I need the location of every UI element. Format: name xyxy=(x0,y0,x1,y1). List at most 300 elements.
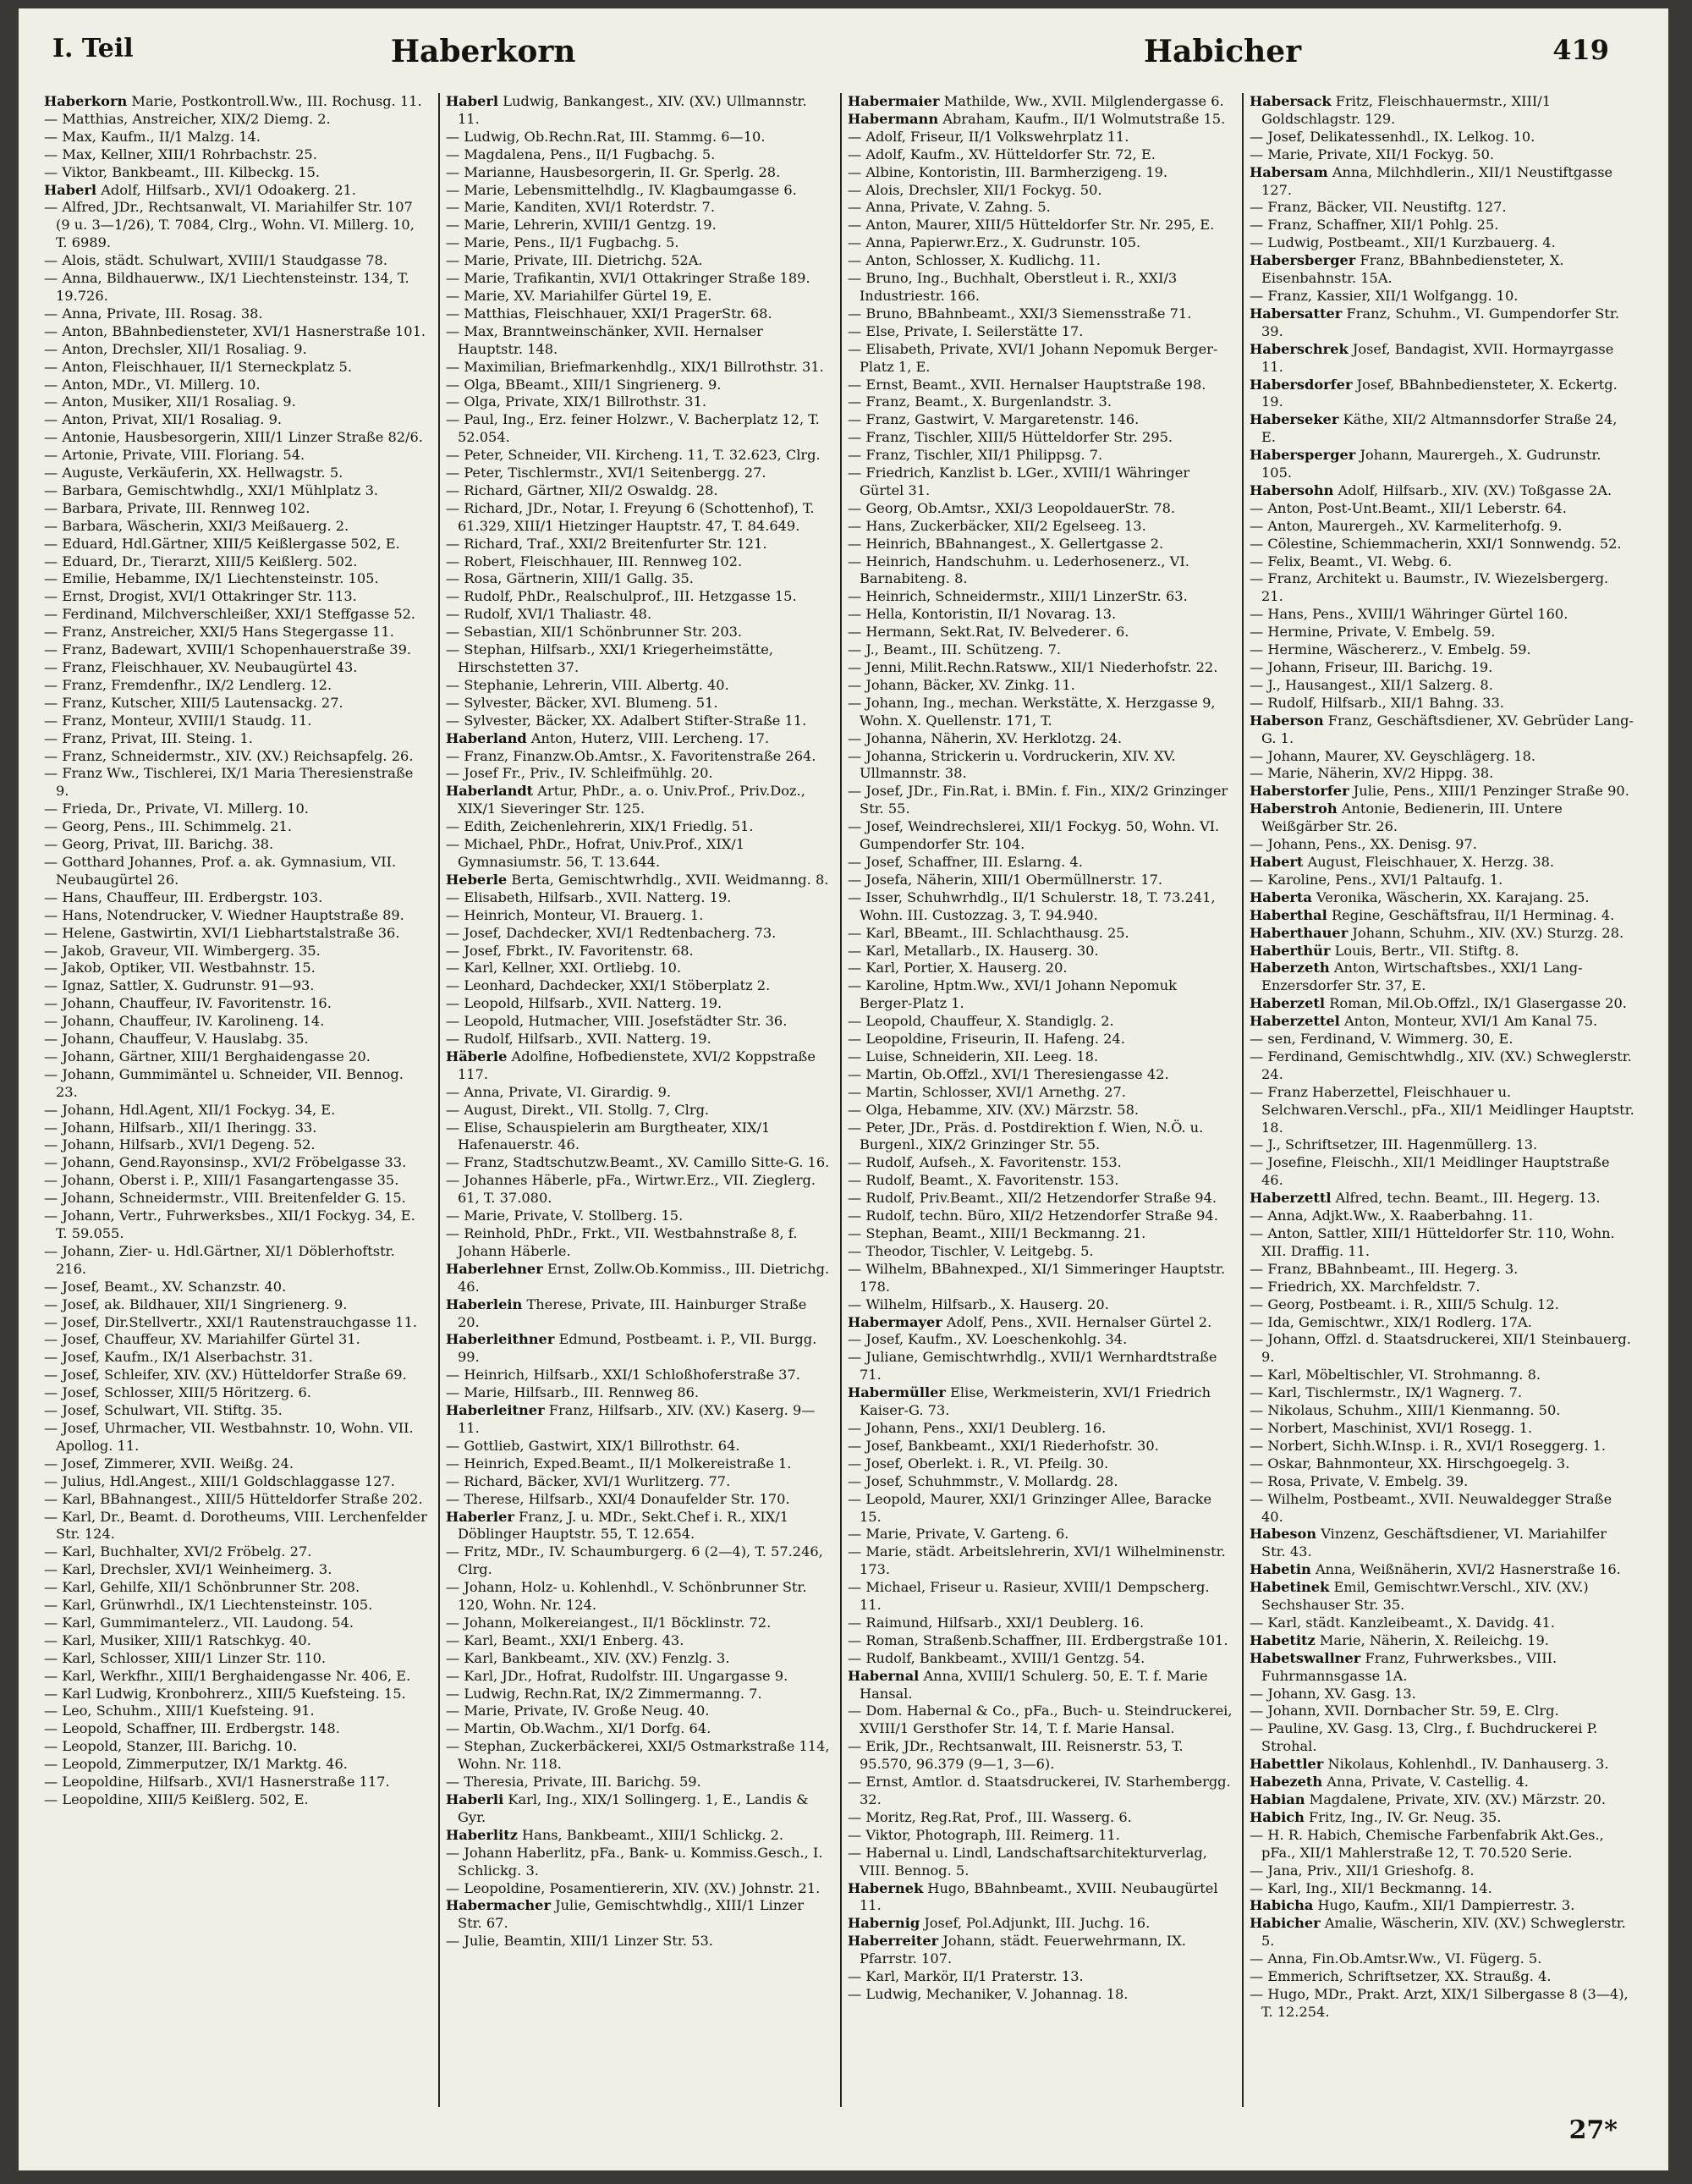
directory-entry: — Leopoldine, Posamentiererin, XIV. (XV.) Johnstr. 21. xyxy=(446,1879,821,1896)
directory-entry: — Leopold, Maurer, XXI/1 Grinzinger Allee, Baracke 15. xyxy=(848,1490,1212,1525)
directory-entry: — Leopold, Chauffeur, X. Standiglg. 2. xyxy=(848,1013,1114,1030)
directory-entry: — Alfred, JDr., Rechtsanwalt, VI. Mariahilfer Str. 107 (9 u. 3—1/26), T. 7084, Clrg., Wohn. VI. Millerg. 10, T. 6989. xyxy=(44,199,415,251)
directory-entry: — Heinrich, Handschuhm. u. Lederhosenerz., VI. Barnabiteng. 8. xyxy=(848,553,1189,587)
directory-entry: Haberkorn Marie, Postkontroll.Ww., III. Rochusg. 11. xyxy=(44,93,422,109)
directory-entry: — Georg, Pens., III. Schimmelg. 21. xyxy=(44,818,292,835)
directory-entry: — Bruno, BBahnbeamt., XXI/3 Siemensstraße 71. xyxy=(848,305,1192,322)
directory-entry: — Barbara, Gemischtwhdlg., XXI/1 Mühlplatz 3. xyxy=(44,481,379,498)
directory-entry: — Leopoldine, Friseurin, II. Hafeng. 24. xyxy=(848,1031,1125,1048)
directory-entry: — Oskar, Bahnmonteur, XX. Hirschgoegelg. 3. xyxy=(1250,1455,1570,1472)
directory-entry: — Sebastian, XII/1 Schönbrunner Str. 203. xyxy=(446,624,743,641)
directory-entry: — Gottlieb, Gastwirt, XIX/1 Billrothstr. 64. xyxy=(446,1437,740,1454)
directory-entry: — Adolf, Friseur, II/1 Volkswehrplatz 11. xyxy=(848,128,1129,145)
directory-entry: — Hans, Zuckerbäcker, XII/2 Egelseeg. 13. xyxy=(848,517,1146,534)
directory-entry: — Karl, städt. Kanzleibeamt., X. Davidg. 41. xyxy=(1250,1614,1555,1631)
directory-entry: — Anton, Maurer, XIII/5 Hütteldorfer Str. Nr. 295, E. xyxy=(848,217,1215,234)
directory-entry: — Johann, Bäcker, XV. Zinkg. 11. xyxy=(848,676,1075,693)
directory-entry: — Erik, JDr., Rechtsanwalt, III. Reisnerstr. 53, T. 95.570, 96.379 (9—1, 3—6). xyxy=(848,1738,1184,1773)
directory-entry: — Gotthard Johannes, Prof. a. ak. Gymnasium, VII. Neubaugürtel 26. xyxy=(44,853,397,888)
directory-entry: — Karl, Tischlermstr., IX/1 Wagnerg. 7. xyxy=(1250,1384,1523,1401)
directory-entry: — Josef, Kaufm., IX/1 Alserbachstr. 31. xyxy=(44,1349,313,1366)
directory-entry: — Anton, BBahnbediensteter, XVI/1 Hasnerstraße 101. xyxy=(44,322,426,339)
directory-entry: — Karl, Beamt., XXI/1 Enberg. 43. xyxy=(446,1631,684,1648)
directory-entry: — Rudolf, Beamt., X. Favoritenstr. 153. xyxy=(848,1172,1119,1189)
directory-entry: — Leopoldine, XIII/5 Keißlerg. 502, E. xyxy=(44,1791,309,1807)
directory-entry: — Anna, Adjkt.Ww., X. Raaberbahng. 11. xyxy=(1250,1208,1533,1224)
directory-entry: — Ernst, Beamt., XVII. Hernalser Hauptstraße 198. xyxy=(848,376,1206,393)
directory-entry: — Bruno, Ing., Buchhalt, Oberstleut i. R., XXI/3 Industriestr. 166. xyxy=(848,270,1178,304)
directory-entry: — Pauline, XV. Gasg. 13, Clrg., f. Buchdruckerei P. Strohal. xyxy=(1250,1720,1598,1755)
directory-entry: — Barbara, Wäscherin, XXI/3 Meißauerg. 2. xyxy=(44,517,349,534)
directory-entry: — Franz Haberzettel, Fleischhauer u. Selchwaren.Verschl., pFa., XII/1 Meidlinger Hauptstr. 18. xyxy=(1250,1083,1634,1136)
directory-entry: — Rudolf, XVI/1 Thaliastr. 48. xyxy=(446,606,652,623)
directory-entry: — Marie, Private, III. Dietrichg. 52A. xyxy=(446,252,703,269)
directory-entry: — Hans, Notendrucker, V. Wiedner Hauptstraße 89. xyxy=(44,906,404,923)
directory-entry: — Franz, Tischler, XII/1 Philippsg. 7. xyxy=(848,447,1103,464)
directory-entry: — Franz, Finanzw.Ob.Amtsr., X. Favoritenstraße 264. xyxy=(446,747,816,764)
directory-entry: — Franz Ww., Tischlerei, IX/1 Maria Theresienstraße 9. xyxy=(44,765,414,800)
directory-entry: Habian Magdalene, Private, XIV. (XV.) Märzstr. 20. xyxy=(1250,1791,1606,1807)
directory-entry: — Johann Haberlitz, pFa., Bank- u. Kommiss.Gesch., I. Schlickg. 3. xyxy=(446,1844,823,1879)
directory-entry: — Johann, Hdl.Agent, XII/1 Fockyg. 34, E. xyxy=(44,1101,336,1118)
directory-entry: — Josef Fr., Priv., IV. Schleifmühlg. 20. xyxy=(446,765,713,782)
directory-entry: — Josef, Schleifer, XIV. (XV.) Hütteldorfer Straße 69. xyxy=(44,1367,407,1384)
directory-entry: — Anna, Papierwr.Erz., X. Gudrunstr. 105. xyxy=(848,234,1141,251)
directory-entry: — Josef, Fbrkt., IV. Favoritenstr. 68. xyxy=(446,942,694,959)
directory-entry: — Johannes Häberle, pFa., Wirtwr.Erz., VII. Zieglerg. 61, T. 37.080. xyxy=(446,1172,816,1207)
directory-entry: — Else, Private, I. Seilerstätte 17. xyxy=(848,322,1084,339)
page-header xyxy=(44,34,1643,73)
directory-entry: — Josef, Chauffeur, XV. Mariahilfer Gürtel 31. xyxy=(44,1331,360,1348)
directory-entry: Habermaier Mathilde, Ww., XVII. Milglendergasse 6. xyxy=(848,93,1224,109)
directory-entry: — Ludwig, Rechn.Rat, IX/2 Zimmermanng. 7. xyxy=(446,1685,762,1702)
column-divider xyxy=(1242,93,1244,2107)
directory-entry: — Anna, Fin.Ob.Amtsr.Ww., VI. Fügerg. 5. xyxy=(1250,1950,1542,1967)
directory-entry: — Adolf, Kaufm., XV. Hütteldorfer Str. 72, E. xyxy=(848,146,1156,162)
directory-entry: — Karl, JDr., Hofrat, Rudolfstr. III. Ungargasse 9. xyxy=(446,1667,788,1684)
directory-entry: — Eduard, Hdl.Gärtner, XIII/5 Keißlergasse 502, E. xyxy=(44,535,400,552)
directory-entry: — Anton, Musiker, XII/1 Rosaliag. 9. xyxy=(44,393,296,410)
directory-entry: — Johann, Schneidermstr., VIII. Breitenfelder G. 15. xyxy=(44,1190,406,1207)
directory-entry: — Cölestine, Schiemmacherin, XXI/1 Sonnwendg. 52. xyxy=(1250,535,1622,552)
directory-entry: — Anton, Drechsler, XII/1 Rosaliag. 9. xyxy=(44,340,307,357)
directory-entry: — Karl, Schlosser, XIII/1 Linzer Str. 110. xyxy=(44,1649,327,1666)
directory-entry: Habersohn Adolf, Hilfsarb., XIV. (XV.) Toßgasse 2A. xyxy=(1250,481,1612,498)
column-1 xyxy=(44,93,429,2107)
directory-entry: — Stephan, Beamt., XIII/1 Beckmanng. 21. xyxy=(848,1225,1146,1241)
directory-entry: — Rudolf, Priv.Beamt., XII/2 Hetzendorfer Straße 94. xyxy=(848,1190,1217,1207)
directory-entry: Haberler Franz, J. u. MDr., Sekt.Chef i. R., XIX/1 Döblinger Hauptstr. 55, T. 12.654. xyxy=(446,1508,789,1543)
directory-entry: — Josefa, Näherin, XIII/1 Obermüllnerstr. 17. xyxy=(848,871,1163,888)
directory-entry: Habernig Josef, Pol.Adjunkt, III. Juchg. 16. xyxy=(848,1915,1151,1932)
directory-entry: — Leopold, Stanzer, III. Barichg. 10. xyxy=(44,1738,298,1755)
directory-entry: — Anton, Post-Unt.Beamt., XII/1 Leberstr. 64. xyxy=(1250,499,1567,516)
directory-entry: — Hermine, Private, V. Embelg. 59. xyxy=(1250,624,1496,641)
column-divider xyxy=(840,93,842,2107)
directory-entry: — Franz, Stadtschutzw.Beamt., XV. Camillo Sitte-G. 16. xyxy=(446,1154,830,1171)
directory-entry: — Peter, Tischlermstr., XVI/1 Seitenbergg. 27. xyxy=(446,465,766,481)
directory-entry: — Max, Kaufm., II/1 Malzg. 14. xyxy=(44,128,261,145)
directory-entry: — Edith, Zeichenlehrerin, XIX/1 Friedlg. 51. xyxy=(446,818,754,835)
directory-entry: Habersatter Franz, Schuhm., VI. Gumpendorfer Str. 39. xyxy=(1250,305,1620,339)
directory-entry: Habert August, Fleischhauer, X. Herzg. 38. xyxy=(1250,853,1555,870)
directory-entry: — Helene, Gastwirtin, XVI/1 Liebhartstalstraße 36. xyxy=(44,924,400,941)
directory-entry: — Franz, Fleischhauer, XV. Neubaugürtel 43. xyxy=(44,659,358,675)
directory-entry: — Karl, Kellner, XXI. Ortliebg. 10. xyxy=(446,960,682,976)
directory-entry: — Marie, Kanditen, XVI/1 Roterdstr. 7. xyxy=(446,199,715,216)
directory-entry: — Franz, Fremdenfhr., IX/2 Lendlerg. 12. xyxy=(44,676,332,693)
directory-entry: — Ludwig, Mechaniker, V. Johannag. 18. xyxy=(848,1985,1129,2002)
directory-entry: — Richard, Gärtner, XII/2 Oswaldg. 28. xyxy=(446,481,718,498)
directory-entry: — Heinrich, Monteur, VI. Brauerg. 1. xyxy=(446,906,704,923)
directory-entry: — Anna, Private, V. Zahng. 5. xyxy=(848,199,1051,216)
directory-entry: — Hermann, Sekt.Rat, IV. Belvederег. 6. xyxy=(848,624,1129,641)
directory-entry: — Marie, städt. Arbeitslehrerin, XVI/1 Wilhelminenstr. 173. xyxy=(848,1543,1226,1578)
directory-entry: — Karl, Dr., Beamt. d. Dorotheums, VIII. Lerchenfelder Str. 124. xyxy=(44,1508,427,1543)
directory-entry: — Karoline, Hptm.Ww., XVI/1 Johann Nepomuk Berger-Platz 1. xyxy=(848,977,1177,1012)
page-number: 419 xyxy=(1552,34,1609,66)
directory-entry: — Karl, Werkfhr., XIII/1 Berghaidengasse Nr. 406, E. xyxy=(44,1667,411,1684)
directory-entry: Haberthal Regine, Geschäftsfrau, II/1 Herminag. 4. xyxy=(1250,906,1615,923)
directory-entry: — Johann, Gend.Rayonsinsp., XVI/2 Fröbelgasse 33. xyxy=(44,1154,407,1171)
directory-entry: Haberzettl Alfred, techn. Beamt., III. Hegerg. 13. xyxy=(1250,1190,1601,1207)
directory-entry: — Josefine, Fleischh., XII/1 Meidlinger Hauptstraße 46. xyxy=(1250,1154,1610,1189)
directory-entry: — J., Hausangest., XII/1 Salzerg. 8. xyxy=(1250,676,1493,693)
directory-entry: — Johann, Holz- u. Kohlenhdl., V. Schönbrunner Str. 120, Wohn. Nr. 124. xyxy=(446,1579,807,1614)
directory-entry: — Karl, Möbeltischler, VI. Strohmanng. 8. xyxy=(1250,1367,1541,1384)
directory-entry: — Friedrich, Kanzlist b. LGer., XVIII/1 Währinger Gürtel 31. xyxy=(848,465,1190,498)
directory-entry: — Johann, Vertr., Fuhrwerksbes., XII/1 Fockyg. 34, E. T. 59.055. xyxy=(44,1208,415,1241)
directory-entry: — J., Schriftsetzer, III. Hagenmüllerg. 13. xyxy=(1250,1136,1538,1153)
directory-entry: Habetitz Marie, Näherin, X. Reileichg. 19. xyxy=(1250,1631,1549,1648)
directory-entry: — Karl, Portier, X. Hauserg. 20. xyxy=(848,960,1068,976)
directory-entry: Habersperger Johann, Maurergeh., X. Gudrunstr. 105. xyxy=(1250,447,1601,481)
directory-entry: — Heinrich, Schneidermstr., XIII/1 LinzerStr. 63. xyxy=(848,588,1188,605)
directory-entry: — Karl, Metallarb., IX. Hauserg. 30. xyxy=(848,942,1099,959)
directory-entry: — Sylvester, Bäcker, XVI. Blumeng. 51. xyxy=(446,694,718,711)
directory-entry: — Julie, Beamtin, XIII/1 Linzer Str. 53. xyxy=(446,1933,713,1950)
column-3 xyxy=(848,93,1233,2107)
directory-entry: — Norbert, Maschinist, XVI/1 Rosegg. 1. xyxy=(1250,1419,1533,1436)
directory-entry: — Hans, Pens., XVIII/1 Währinger Gürtel 160. xyxy=(1250,606,1568,623)
directory-entry: — Richard, JDr., Notar, I. Freyung 6 (Schottenhof), T. 61.329, XIII/1 Hietzinger Hauptstr. 47, T. 84.649. xyxy=(446,499,815,534)
directory-entry: Haberland Anton, Huterz, VIII. Lercheng. 17. xyxy=(446,729,770,746)
directory-entry: — Leonhard, Dachdecker, XXI/1 Stöberplatz 2. xyxy=(446,977,771,994)
directory-entry: Haberlandt Artur, PhDr., a. o. Univ.Prof., Priv.Doz., XIX/1 Sieveringer Str. 125. xyxy=(446,783,805,817)
directory-entry: — Franz, Badewart, XVIII/1 Schopenhauerstraße 39. xyxy=(44,641,412,658)
directory-entry: Haberleitner Franz, Hilfsarb., XIV. (XV.) Kaserg. 9—11. xyxy=(446,1402,816,1436)
directory-entry: — Josef, Schaffner, III. Eslarng. 4. xyxy=(848,853,1083,870)
directory-entry: — Norbert, Sichh.W.Insp. i. R., XVI/1 Roseggerg. 1. xyxy=(1250,1437,1607,1454)
directory-entry: — Habernal u. Lindl, Landschaftsarchitekturverlag, VIII. Bennog. 5. xyxy=(848,1844,1207,1879)
directory-entry: — Olga, BBeamt., XIII/1 Singrienerg. 9. xyxy=(446,376,722,393)
directory-entry: — Anton, Maurergeh., XV. Karmeliterhofg. 9. xyxy=(1250,517,1563,534)
directory-entry: — Elise, Schauspielerin am Burgtheater, XIX/1 Hafenauerstr. 46. xyxy=(446,1119,771,1153)
directory-entry: — Johann, Chauffeur, V. Hauslabg. 35. xyxy=(44,1031,309,1048)
directory-entry: — Josef, Beamt., XV. Schanzstr. 40. xyxy=(44,1278,287,1295)
directory-entry: — Franz, Kassier, XII/1 Wolfgangg. 10. xyxy=(1250,287,1519,304)
directory-entry: — Josef, Oberlekt. i. R., VI. Pfeilg. 30. xyxy=(848,1455,1109,1472)
directory-entry: — Heinrich, Exped.Beamt., II/1 Molkereistraße 1. xyxy=(446,1455,792,1472)
directory-entry: — Matthias, Anstreicher, XIX/2 Diemg. 2. xyxy=(44,110,331,127)
directory-entry: — Marie, Private, V. Stollberg. 15. xyxy=(446,1208,684,1224)
directory-entry: — Alois, städt. Schulwart, XVIII/1 Staudgasse 78. xyxy=(44,252,387,269)
directory-entry: — Ferdinand, Milchverschleißer, XXI/1 Steffgasse 52. xyxy=(44,606,416,623)
directory-entry: — Ludwig, Ob.Rechn.Rat, III. Stammg. 6—10. xyxy=(446,128,766,145)
directory-entry: — Josef, Weindrechslerei, XII/1 Fockyg. 50, Wohn. VI. Gumpendorfer Str. 104. xyxy=(848,818,1220,853)
directory-entry: — Paul, Ing., Erz. feiner Holzwr., V. Bacherplatz 12, T. 52.054. xyxy=(446,411,820,446)
directory-entry: — Rudolf, Bankbeamt., XVIII/1 Gentzg. 54. xyxy=(848,1649,1145,1666)
directory-entry: — Maximilian, Briefmarkenhdlg., XIX/1 Billrothstr. 31. xyxy=(446,358,824,375)
directory-entry: — Albine, Kontoristin, III. Barmherzigeng. 19. xyxy=(848,163,1168,180)
directory-entry: — Anton, Schlosser, X. Kudlichg. 11. xyxy=(848,252,1101,269)
directory-entry: Haberseker Käthe, XII/2 Altmannsdorfer Straße 24, E. xyxy=(1250,411,1618,446)
directory-entry: Haberthür Louis, Bertr., VII. Stiftg. 8. xyxy=(1250,942,1519,959)
directory-entry: — Max, Branntweinschänker, XVII. Hernalser Hauptstr. 148. xyxy=(446,322,763,357)
directory-entry: — Johann, Chauffeur, IV. Karolineng. 14. xyxy=(44,1013,325,1030)
directory-entry: Habermayer Adolf, Pens., XVII. Hernalser Gürtel 2. xyxy=(848,1313,1212,1330)
directory-entry: — Josef, Dachdecker, XVI/1 Redtenbacherg. 73. xyxy=(446,924,777,941)
directory-entry: Habeson Vinzenz, Geschäftsdiener, VI. Mariahilfer Str. 43. xyxy=(1250,1526,1607,1560)
directory-entry: Habetin Anna, Weißnäherin, XVI/2 Hasnerstraße 16. xyxy=(1250,1561,1621,1578)
directory-entry: Haberli Karl, Ing., XIX/1 Sollingerg. 1, E., Landis & Gyr. xyxy=(446,1791,809,1825)
directory-entry: — Frieda, Dr., Private, VI. Millerg. 10. xyxy=(44,800,309,817)
directory-entry: — Karl, Buchhalter, XVI/2 Fröbelg. 27. xyxy=(44,1543,312,1560)
directory-entry: — Rosa, Gärtnerin, XIII/1 Gallg. 35. xyxy=(446,570,694,587)
directory-entry: — Martin, Ob.Offzl., XVI/1 Theresiengasse 42. xyxy=(848,1065,1169,1082)
directory-entry: — Leo, Schuhm., XIII/1 Kuefsteing. 91. xyxy=(44,1703,315,1719)
directory-entry: — Moritz, Reg.Rat, Prof., III. Wasserg. 6. xyxy=(848,1808,1132,1825)
directory-entry: — Viktor, Photograph, III. Reimerg. 11. xyxy=(848,1826,1120,1843)
left-catchword: Haberkorn xyxy=(391,34,576,69)
directory-entry: — Franz, Monteur, XVIII/1 Staudg. 11. xyxy=(44,712,312,729)
directory-entry: — Heinrich, Hilfsarb., XXI/1 Schloßhoferstraße 37. xyxy=(446,1367,800,1384)
directory-entry: — Alois, Drechsler, XII/1 Fockyg. 50. xyxy=(848,181,1102,198)
directory-entry: — Wilhelm, Postbeamt., XVII. Neuwaldegger Straße 40. xyxy=(1250,1490,1612,1525)
directory-entry: — Josef, Delikatessenhdl., IX. Lelkog. 10. xyxy=(1250,128,1535,145)
directory-entry: — Rudolf, Hilfsarb., XII/1 Bahng. 33. xyxy=(1250,694,1504,711)
directory-entry: — Josef, Uhrmacher, VII. Westbahnstr. 10, Wohn. VII. Apollog. 11. xyxy=(44,1419,414,1454)
directory-entry: — Leopold, Schaffner, III. Erdbergstr. 148. xyxy=(44,1720,340,1737)
directory-entry: Haberzetl Roman, Mil.Ob.Offzl., IX/1 Glasergasse 20. xyxy=(1250,995,1627,1012)
directory-entry: — Marianne, Hausbesorgerin, II. Gr. Sperlg. 28. xyxy=(446,163,781,180)
directory-entry: — Johann, Gärtner, XIII/1 Berghaidengasse 20. xyxy=(44,1048,371,1064)
directory-entry: — Artonie, Private, VIII. Floriang. 54. xyxy=(44,447,305,464)
directory-entry: — Marie, Näherin, XV/2 Hippg. 38. xyxy=(1250,765,1494,782)
directory-entry: — Hugo, MDr., Prakt. Arzt, XIX/1 Silbergasse 8 (3—4), T. 12.254. xyxy=(1250,1985,1629,2020)
directory-entry: Habetinek Emil, Gemischtwr.Verschl., XIV. (XV.) Sechshauser Str. 35. xyxy=(1250,1579,1589,1614)
directory-entry: — Nikolaus, Schuhm., XIII/1 Kienmanng. 50. xyxy=(1250,1402,1561,1419)
directory-entry: — Luise, Schneiderin, XII. Leeg. 18. xyxy=(848,1048,1099,1064)
directory-entry: — Eduard, Dr., Tierarzt, XIII/5 Keißlerg. 502. xyxy=(44,553,358,569)
directory-entry: — Theodor, Tischler, V. Leitgebg. 5. xyxy=(848,1242,1094,1259)
directory-entry: — Stephan, Hilfsarb., XXI/1 Kriegerheimstätte, Hirschstetten 37. xyxy=(446,641,773,675)
column-4 xyxy=(1250,93,1634,2107)
directory-entry: — Auguste, Verkäuferin, XX. Hellwagstr. 5. xyxy=(44,465,343,481)
directory-entry: — Karl, Drechsler, XVI/1 Weinheimerg. 3. xyxy=(44,1561,332,1578)
directory-entry: Habicher Amalie, Wäscherin, XIV. (XV.) Schweglerstr. 5. xyxy=(1250,1915,1626,1950)
directory-entry: — Karl, Bankbeamt., XIV. (XV.) Fenzlg. 3. xyxy=(446,1649,730,1666)
directory-entry: — Karl, BBahnangest., XIII/5 Hütteldorfer Straße 202. xyxy=(44,1490,423,1507)
directory-entry: — Stephanie, Lehrerin, VIII. Albertg. 40. xyxy=(446,676,729,693)
directory-entry: — Heinrich, BBahnangest., X. Gellertgasse 2. xyxy=(848,535,1164,552)
directory-entry: — Anna, Private, III. Rosag. 38. xyxy=(44,305,263,322)
directory-entry: — Rudolf, techn. Büro, XII/2 Hetzendorfer Straße 94. xyxy=(848,1208,1218,1224)
directory-entry: — August, Direkt., VII. Stollg. 7, Clrg. xyxy=(446,1101,710,1118)
directory-entry: Habermann Abraham, Kaufm., II/1 Wolmutstraße 15. xyxy=(848,110,1226,127)
directory-entry: Habezeth Anna, Private, V. Castellig. 4. xyxy=(1250,1774,1529,1791)
directory-entry: — Wilhelm, Hilfsarb., X. Hauserg. 20. xyxy=(848,1296,1109,1312)
directory-entry: — Marie, Lehrerin, XVIII/1 Gentzg. 19. xyxy=(446,217,717,234)
directory-entry: — Georg, Postbeamt. i. R., XIII/5 Schulg. 12. xyxy=(1250,1296,1559,1312)
directory-entry: Heberle Berta, Gemischtwrhdlg., XVII. Weidmanng. 8. xyxy=(446,871,829,888)
directory-entry: — Johann, Chauffeur, IV. Favoritenstr. 16. xyxy=(44,995,332,1012)
directory-entry: — Josef, Bankbeamt., XXI/1 Riederhofstr. 30. xyxy=(848,1437,1159,1454)
directory-entry: — Josef, Kaufm., XV. Loeschenkohlg. 34. xyxy=(848,1331,1128,1348)
directory-entry: — Johann, Zier- u. Hdl.Gärtner, XI/1 Döblerhoftstr. 216. xyxy=(44,1242,395,1277)
directory-entry: — Robert, Fleischhauer, III. Rennweg 102. xyxy=(446,553,743,569)
directory-entry: — Roman, Straßenb.Schaffner, III. Erdbergstraße 101. xyxy=(848,1631,1228,1648)
directory-entry: — Johann, Hilfsarb., XVI/1 Degeng. 52. xyxy=(44,1136,316,1153)
directory-page xyxy=(19,8,1668,2170)
directory-entry: — Josef, JDr., Fin.Rat, i. BMin. f. Fin., XIX/2 Grinzinger Str. 55. xyxy=(848,783,1228,817)
directory-entry: Haberl Ludwig, Bankangest., XIV. (XV.) Ullmannstr. 11. xyxy=(446,93,807,127)
directory-entry: Habich Fritz, Ing., IV. Gr. Neug. 35. xyxy=(1250,1808,1502,1825)
directory-entry: Häberle Adolfine, Hofbedienstete, XVI/2 Koppstraße 117. xyxy=(446,1048,816,1082)
directory-entry: Haberreiter Johann, städt. Feuerwehrmann, IX. Pfarrstr. 107. xyxy=(848,1933,1186,1967)
directory-entry: — Franz, Tischler, XIII/5 Hütteldorfer Str. 295. xyxy=(848,429,1173,446)
directory-entry: — Friedrich, XX. Marchfeldstr. 7. xyxy=(1250,1278,1480,1295)
directory-entry: — Marie, XV. Mariahilfer Gürtel 19, E. xyxy=(446,287,712,304)
directory-entry: — Karl, Grünwrhdl., IX/1 Liechtensteinstr. 105. xyxy=(44,1597,373,1614)
directory-entry: — Stephan, Zuckerbäckerei, XXI/5 Ostmarkstraße 114, Wohn. Nr. 118. xyxy=(446,1738,830,1773)
directory-entry: — Karoline, Pens., XVI/1 Paltaufg. 1. xyxy=(1250,871,1503,888)
directory-entry: — Franz, Gastwirt, V. Margaretenstr. 146. xyxy=(848,411,1140,428)
directory-entry: — Matthias, Fleischhauer, XXI/1 PragerStr. 68. xyxy=(446,305,772,322)
directory-entry: — Therese, Hilfsarb., XXI/4 Donaufelder Str. 170. xyxy=(446,1490,790,1507)
directory-entry: — Johann, Ing., mechan. Werkstätte, X. Herzgasse 9, Wohn. X. Quellenstr. 171, T. xyxy=(848,694,1216,729)
directory-entry: — Antonie, Hausbesorgerin, XIII/1 Linzer Straße 82/6. xyxy=(44,429,423,446)
directory-entry: — Johann, XVII. Dornbacher Str. 59, E. Clrg. xyxy=(1250,1703,1559,1719)
directory-entry: — Richard, Traf., XXI/2 Breitenfurter Str. 121. xyxy=(446,535,767,552)
directory-entry: — Rudolf, Hilfsarb., XVII. Natterg. 19. xyxy=(446,1031,711,1048)
directory-entry: — Franz, Schaffner, XII/1 Pohlg. 25. xyxy=(1250,217,1499,234)
directory-entry: — Karl, Gummimantelerz., VII. Laudong. 54. xyxy=(44,1614,354,1631)
directory-entry: — Dom. Habernal & Co., pFa., Buch- u. Steindruckerei, XVIII/1 Gersthofer Str. 14, T. f. Marie Hansal. xyxy=(848,1703,1233,1737)
directory-entry: — Franz, Architekt u. Baumstr., IV. Wiezelsbergerg. 21. xyxy=(1250,570,1609,605)
directory-entry: — Leopold, Hutmacher, VIII. Josefstädter Str. 36. xyxy=(446,1013,788,1030)
part-label: I. Teil xyxy=(52,34,134,63)
directory-entry: — Josef, Schulwart, VII. Stiftg. 35. xyxy=(44,1402,283,1419)
directory-entry: — Franz, Anstreicher, XXI/5 Hans Stegergasse 11. xyxy=(44,624,394,641)
directory-entry: Haberlehner Ernst, Zollw.Ob.Kommiss., III. Dietrichg. 46. xyxy=(446,1260,830,1295)
directory-entry: — Olga, Hebamme, XIV. (XV.) Märzstr. 58. xyxy=(848,1101,1140,1118)
column-2 xyxy=(446,93,831,2107)
directory-entry: — Ernst, Drogist, XVI/1 Ottakringer Str. 113. xyxy=(44,588,357,605)
directory-entry: — Marie, Private, XII/1 Fockyg. 50. xyxy=(1250,146,1495,162)
directory-entry: — Johann, XV. Gasg. 13. xyxy=(1250,1685,1416,1702)
directory-entry: — Richard, Bäcker, XVI/1 Wurlitzerg. 77. xyxy=(446,1472,731,1489)
directory-entry: Habermacher Julie, Gemischtwhdlg., XIII/1 Linzer Str. 67. xyxy=(446,1897,805,1932)
directory-entry: — Jenni, Milit.Rechn.Ratsww., XII/1 Niederhofstr. 22. xyxy=(848,659,1218,675)
directory-entry: — Josef, Zimmerer, XVII. Weißg. 24. xyxy=(44,1455,294,1472)
directory-entry: — Johann, Pens., XX. Denisg. 97. xyxy=(1250,836,1477,853)
directory-entry: — Wilhelm, BBahnexped., XI/1 Simmeringer Hauptstr. 178. xyxy=(848,1260,1226,1295)
directory-entry: — Ignaz, Sattler, X. Gudrunstr. 91—93. xyxy=(44,977,315,994)
directory-entry: — Johann, Offzl. d. Staatsdruckerei, XII/1 Steinbauerg. 9. xyxy=(1250,1331,1631,1366)
directory-entry: Haberstroh Antonie, Bedienerin, III. Untere Weißgärber Str. 26. xyxy=(1250,800,1563,835)
directory-entry: — Anna, Bildhauerww., IX/1 Liechtensteinstr. 134, T. 19.726. xyxy=(44,270,409,304)
directory-entry: Habersam Anna, Milchhdlerin., XII/1 Neustiftgasse 127. xyxy=(1250,163,1613,198)
directory-entry: — Ernst, Amtlor. d. Staatsdruckerei, IV. Starhembergg. 32. xyxy=(848,1774,1231,1807)
directory-entry: — Johann, Pens., XXI/1 Deublerg. 16. xyxy=(848,1419,1107,1436)
directory-entry: — Karl, Markör, II/1 Praterstr. 13. xyxy=(848,1968,1084,1985)
directory-entry: — Josef, Schuhmmstr., V. Mollardg. 28. xyxy=(848,1472,1118,1489)
directory-entry: — Ludwig, Postbeamt., XII/1 Kurzbauerg. 4. xyxy=(1250,234,1556,251)
directory-entry: — Anton, Privat, XII/1 Rosaliag. 9. xyxy=(44,411,283,428)
directory-entry: — Anton, MDr., VI. Millerg. 10. xyxy=(44,376,261,393)
directory-entry: Haberson Franz, Geschäftsdiener, XV. Gebrüder Lang-G. 1. xyxy=(1250,712,1634,746)
directory-entry: — Jana, Priv., XII/1 Grieshofg. 8. xyxy=(1250,1862,1475,1879)
directory-entry: — Franz, Bäcker, VII. Neustiftg. 127. xyxy=(1250,199,1507,216)
directory-entry: — Julius, Hdl.Angest., XIII/1 Goldschlaggasse 127. xyxy=(44,1472,395,1489)
directory-entry: — Leopoldine, Hilfsarb., XVI/1 Hasnerstraße 117. xyxy=(44,1774,390,1791)
directory-entry: — Emilie, Hebamme, IX/1 Liechtensteinstr. 105. xyxy=(44,570,379,587)
directory-entry: — Marie, Private, V. Garteng. 6. xyxy=(848,1526,1069,1543)
directory-entry: — Johanna, Näherin, XV. Herklotzg. 24. xyxy=(848,729,1123,746)
directory-entry: — Marie, Pens., II/1 Fugbachg. 5. xyxy=(446,234,679,251)
directory-entry: Haberl Adolf, Hilfsarb., XVI/1 Odoakerg. 21. xyxy=(44,181,356,198)
directory-entry: — Michael, Friseur u. Rasieur, XVIII/1 Dempscherg. 11. xyxy=(848,1579,1210,1614)
directory-entry: — Martin, Schlosser, XVI/1 Arnethg. 27. xyxy=(848,1083,1126,1100)
directory-entry: — Michael, PhDr., Hofrat, Univ.Prof., XIX/1 Gymnasiumstr. 56, T. 13.644. xyxy=(446,836,745,870)
directory-entry: — Peter, Schneider, VII. Kircheng. 11, T. 32.623, Clrg. xyxy=(446,447,821,464)
directory-entry: — Raimund, Hilfsarb., XXI/1 Deublerg. 16. xyxy=(848,1614,1145,1631)
directory-entry: — Marie, Hilfsarb., III. Rennweg 86. xyxy=(446,1384,700,1401)
directory-entry: Habersberger Franz, BBahnbediensteter, X. Eisenbahnstr. 15A. xyxy=(1250,252,1564,287)
directory-entry: — Johann, Friseur, III. Barichg. 19. xyxy=(1250,659,1493,675)
directory-entry: Haberzeth Anton, Wirtschaftsbes., XXI/1 Lang-Enzersdorfer Str. 37, E. xyxy=(1250,960,1583,994)
directory-entry: — Jakob, Graveur, VII. Wimbergerg. 35. xyxy=(44,942,321,959)
directory-entry: — Franz, Schneidermstr., XIV. (XV.) Reichsapfelg. 26. xyxy=(44,747,414,764)
directory-entry: — Max, Kellner, XIII/1 Rohrbachstr. 25. xyxy=(44,146,317,162)
directory-entry: — Josef, Dir.Stellvertr., XXI/1 Rautenstrauchgasse 11. xyxy=(44,1313,418,1330)
directory-entry: — Rudolf, Aufseh., X. Favoritenstr. 153. xyxy=(848,1154,1122,1171)
directory-entry: Habersack Fritz, Fleischhauermstr., XIII/1 Goldschlagstr. 129. xyxy=(1250,93,1552,127)
directory-entry: — Karl Ludwig, Kronbohrerz., XIII/5 Kuefsteing. 15. xyxy=(44,1685,406,1702)
directory-entry: — J., Beamt., III. Schützeng. 7. xyxy=(848,641,1062,658)
directory-entry: — Hans, Chauffeur, III. Erdbergstr. 103. xyxy=(44,888,323,905)
directory-entry: Habernek Hugo, BBahnbeamt., XVIII. Neubaugürtel 11. xyxy=(848,1879,1218,1914)
signature-mark: 27* xyxy=(1568,2115,1618,2145)
directory-entry: — Johann, Molkereiangest., II/1 Böcklinstr. 72. xyxy=(446,1614,772,1631)
directory-entry: — sen, Ferdinand, V. Wimmerg. 30, E. xyxy=(1250,1031,1513,1048)
directory-entry: Haberstorfer Julie, Pens., XIII/1 Penzinger Straße 90. xyxy=(1250,783,1629,800)
directory-entry: — Marie, Private, IV. Große Neug. 40. xyxy=(446,1703,710,1719)
directory-entry: — Rosa, Private, V. Embelg. 39. xyxy=(1250,1472,1469,1489)
directory-entry: — Josef, ak. Bildhauer, XII/1 Singrienerg. 9. xyxy=(44,1296,348,1312)
directory-entry: Haberschrek Josef, Bandagist, XVII. Hormayrgasse 11. xyxy=(1250,340,1614,375)
directory-entry: — Franz, Privat, III. Steing. 1. xyxy=(44,729,253,746)
directory-entry: — Elisabeth, Private, XVI/1 Johann Nepomuk Berger-Platz 1, E. xyxy=(848,340,1218,375)
directory-entry: — Barbara, Private, III. Rennweg 102. xyxy=(44,499,310,516)
directory-entry: — Hermine, Wäschererz., V. Embelg. 59. xyxy=(1250,641,1531,658)
directory-entry: — Sylvester, Bäcker, XX. Adalbert Stifter-Straße 11. xyxy=(446,712,807,729)
directory-entry: — Johann, Maurer, XV. Geyschlägerg. 18. xyxy=(1250,747,1536,764)
directory-entry: — Marie, Lebensmittelhdlg., IV. Klagbaumgasse 6. xyxy=(446,181,797,198)
directory-entry: — Jakob, Optiker, VII. Westbahnstr. 15. xyxy=(44,960,316,976)
directory-entry: Habicha Hugo, Kaufm., XII/1 Dampierrestr. 3. xyxy=(1250,1897,1575,1914)
